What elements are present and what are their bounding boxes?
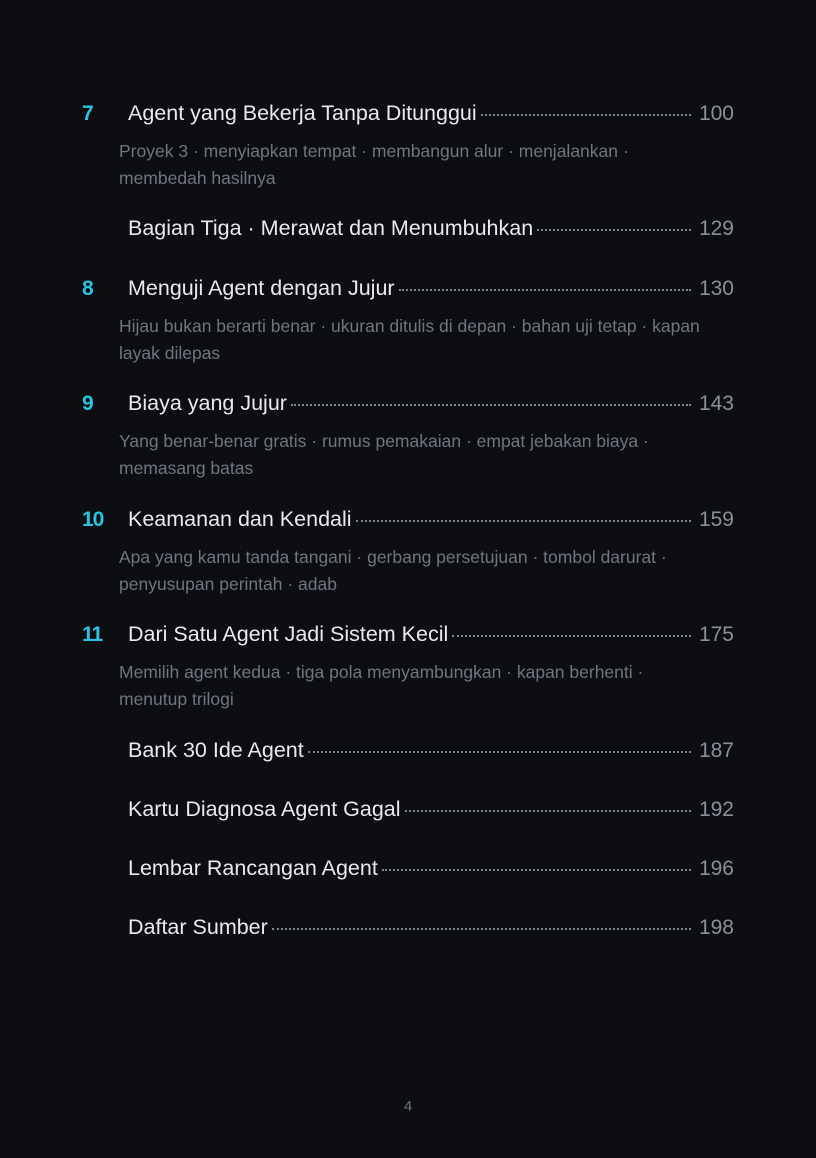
entry-title: Bagian Tiga · Merawat dan Menumbuhkan [128,216,534,240]
entry-page-number: 130 [698,277,734,300]
toc-entry-chapter-10[interactable] [82,507,734,594]
dot-leader [405,810,691,812]
dot-leader [481,114,691,116]
dot-leader [272,928,691,930]
entry-description: Memilih agent kedua · tiga pola menyambungkan · kapan berhenti · menutup trilogi [119,662,644,709]
entry-title-row [128,621,734,648]
entry-line [82,797,734,823]
entry-page-number: 100 [698,102,734,125]
entry-line [82,101,734,127]
entry-line [82,856,734,882]
entry-page-number: 198 [698,916,734,939]
dot-leader [356,520,691,522]
entry-description: Proyek 3 · menyiapkan tempat · membangun alur · menjalankan · membedah hasilnya [119,141,629,188]
dot-leader [382,869,691,871]
entry-description: Apa yang kamu tanda tangani · gerbang persetujuan · tombol darurat · penyusupan perintah · adab [119,547,667,594]
chapter-number: 8 [82,277,93,300]
dot-leader [452,635,691,637]
toc-entry-part-three[interactable] [82,216,734,242]
entry-title-row [128,914,734,941]
toc-entry-chapter-7[interactable] [82,101,734,188]
entry-line [82,216,734,242]
entry-title: Dari Satu Agent Jadi Sistem Kecil [128,622,449,646]
chapter-number: 7 [82,102,93,125]
entry-page-number: 143 [698,392,734,415]
entry-page-number: 175 [698,623,734,646]
entry-title-row [128,215,734,242]
entry-title: Biaya yang Jujur [128,391,287,415]
entry-title-row [128,855,734,882]
chapter-number: 11 [82,623,103,646]
entry-title: Lembar Rancangan Agent [128,856,378,880]
page-folio: 4 [403,1098,413,1115]
entry-title: Bank 30 Ide Agent [128,738,304,762]
entry-description: Yang benar-benar gratis · rumus pemakaian · empat jebakan biaya · memasang batas [119,431,649,478]
toc-entry-diagnosis-card[interactable] [82,797,734,823]
entry-description: Hijau bukan berarti benar · ukuran ditulis di depan · bahan uji tetap · kapan layak dilepas [119,316,700,363]
dot-leader [537,229,691,231]
entry-title: Daftar Sumber [128,915,268,939]
entry-page-number: 187 [698,739,734,762]
entry-line [82,276,734,302]
entry-page-number: 192 [698,798,734,821]
chapter-number: 9 [82,392,93,415]
dot-leader [291,404,691,406]
toc-entry-chapter-9[interactable] [82,391,734,478]
dot-leader [308,751,691,753]
entry-title: Keamanan dan Kendali [128,507,352,531]
entry-title: Menguji Agent dengan Jujur [128,276,395,300]
entry-page-number: 159 [698,508,734,531]
entry-title-row [128,506,734,533]
entry-page-number: 196 [698,857,734,880]
entry-line [82,915,734,941]
entry-title-row [128,100,734,127]
entry-title: Agent yang Bekerja Tanpa Ditunggui [128,101,477,125]
entry-title-row [128,390,734,417]
entry-page-number: 129 [698,217,734,240]
chapter-number: 10 [82,508,104,531]
toc-entry-design-sheet[interactable] [82,856,734,882]
dot-leader [399,289,691,291]
entry-line [82,738,734,764]
entry-title: Kartu Diagnosa Agent Gagal [128,797,401,821]
toc-entry-chapter-8[interactable] [82,276,734,363]
entry-line [82,391,734,417]
toc-entry-sources[interactable] [82,915,734,941]
entry-title-row [128,275,734,302]
entry-line [82,507,734,533]
entry-title-row [128,796,734,823]
toc-entry-idea-bank[interactable] [82,738,734,764]
entry-line [82,622,734,648]
entry-title-row [128,737,734,764]
toc-entry-chapter-11[interactable] [82,622,734,709]
